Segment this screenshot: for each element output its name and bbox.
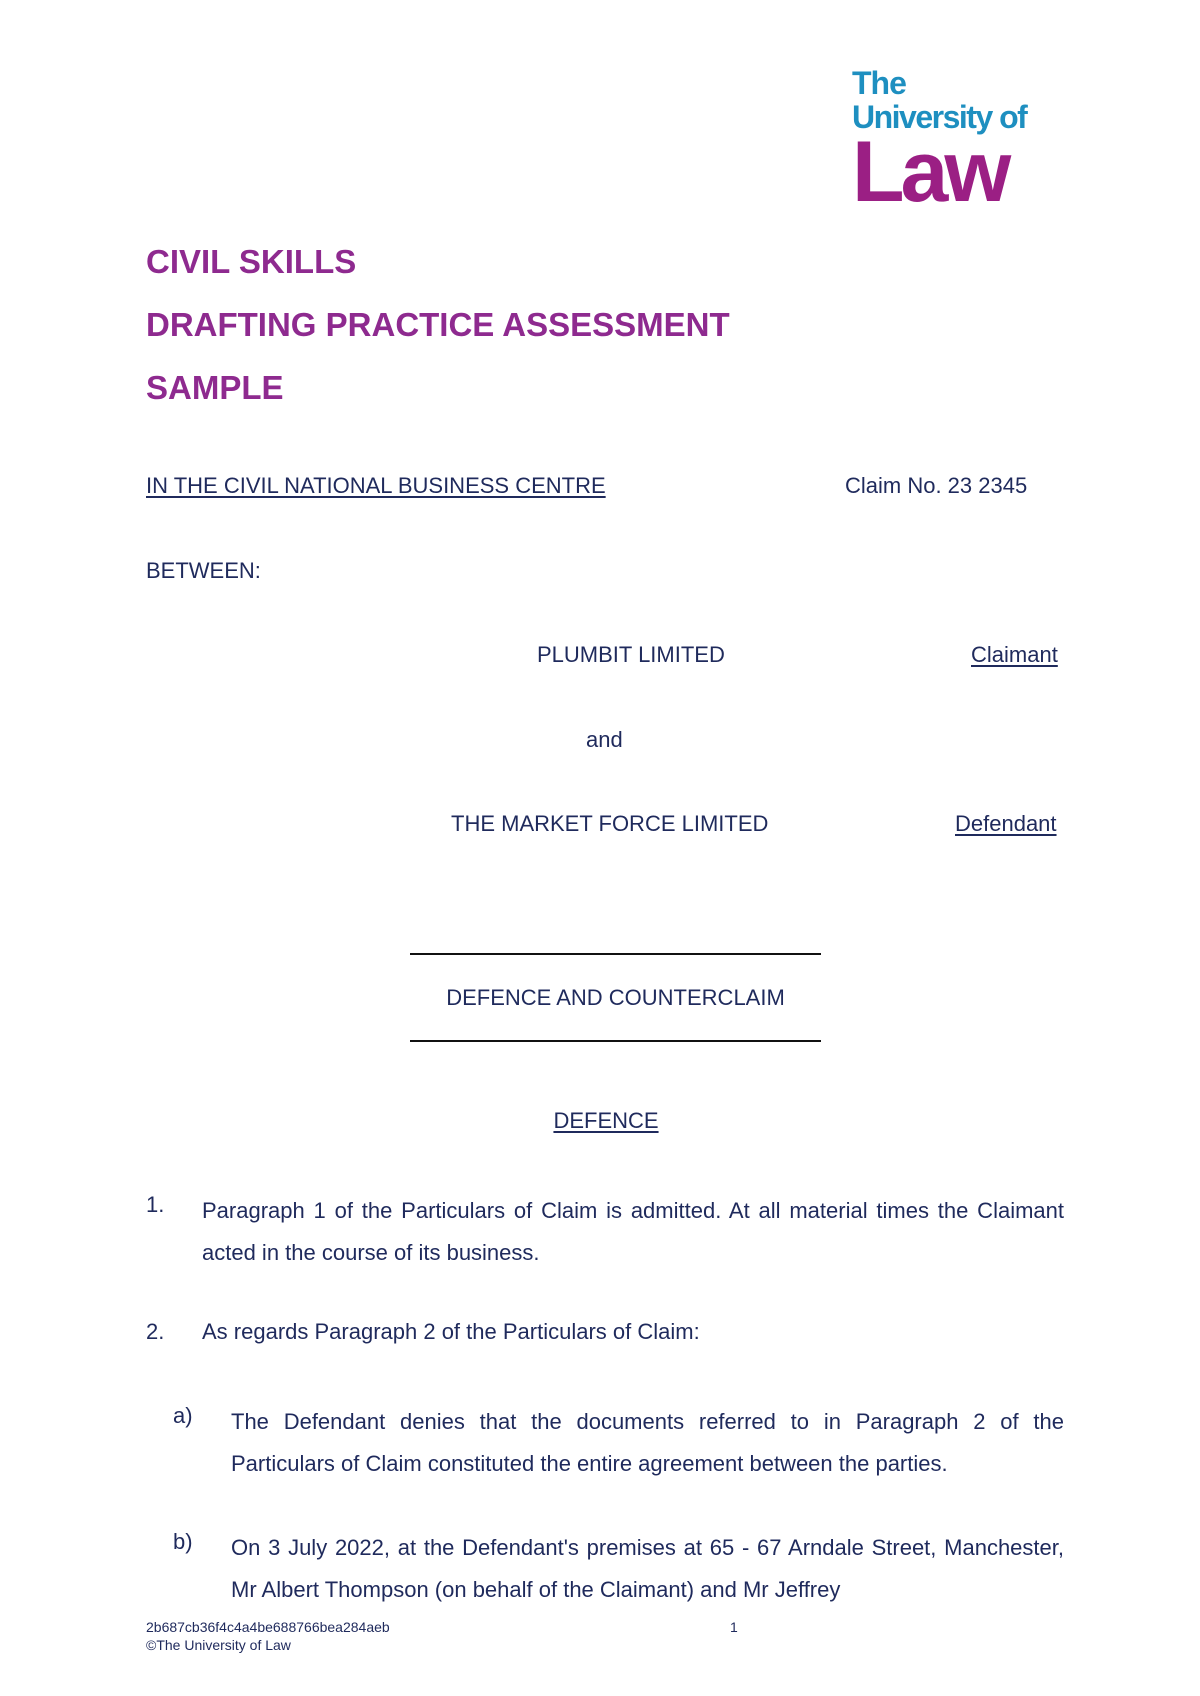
paragraph-number: 1. (146, 1192, 165, 1217)
university-of-law-logo (852, 65, 1042, 220)
sub-paragraph-text: On 3 July 2022, at the Defendant's premises at 65 - 67 Arndale Street, Manchester, Mr Albert Thompson (on behalf of the Claimant) and Mr Jeffrey (231, 1535, 1064, 1602)
court-name: IN THE CIVIL NATIONAL BUSINESS CENTRE (146, 473, 606, 498)
title-sample: SAMPLE (146, 369, 284, 406)
footer-copyright: ©The University of Law (146, 1637, 291, 1653)
claimant-role: Claimant (971, 642, 1058, 667)
title-drafting-practice: DRAFTING PRACTICE ASSESSMENT (146, 306, 730, 343)
paragraph-number: 2. (146, 1319, 165, 1344)
document-title: DEFENCE AND COUNTERCLAIM (446, 985, 785, 1010)
footer-document-hash: 2b687cb36f4c4a4be688766bea284aeb (146, 1619, 390, 1635)
defendant-role: Defendant (955, 811, 1057, 836)
sub-paragraph-text: The Defendant denies that the documents referred to in Paragraph 2 of the Particulars of Claim constituted the entire agreement between the parties. (231, 1409, 1064, 1476)
claim-number: Claim No. 23 2345 (845, 473, 1028, 498)
and-label: and (586, 727, 623, 752)
section-heading-defence: DEFENCE (553, 1108, 659, 1133)
sub-paragraph-number: b) (173, 1529, 193, 1554)
title-rule-top (410, 953, 821, 955)
paragraph-text: Paragraph 1 of the Particulars of Claim is admitted. At all material times the Claimant acted in the course of its business. (202, 1198, 1064, 1265)
paragraph-text: As regards Paragraph 2 of the Particulars of Claim: (202, 1319, 700, 1344)
claimant-name: PLUMBIT LIMITED (537, 642, 725, 667)
footer-page-number: 1 (730, 1619, 738, 1635)
title-civil-skills: CIVIL SKILLS (146, 243, 357, 280)
between-label: BETWEEN: (146, 558, 261, 583)
sub-paragraph-number: a) (173, 1403, 193, 1428)
logo-text-law: Law (852, 124, 1008, 220)
title-rule-bottom (410, 1040, 821, 1042)
defendant-name: THE MARKET FORCE LIMITED (451, 811, 769, 836)
logo-text-university-of: University of (852, 99, 1027, 135)
logo-text-the: The (852, 65, 906, 101)
